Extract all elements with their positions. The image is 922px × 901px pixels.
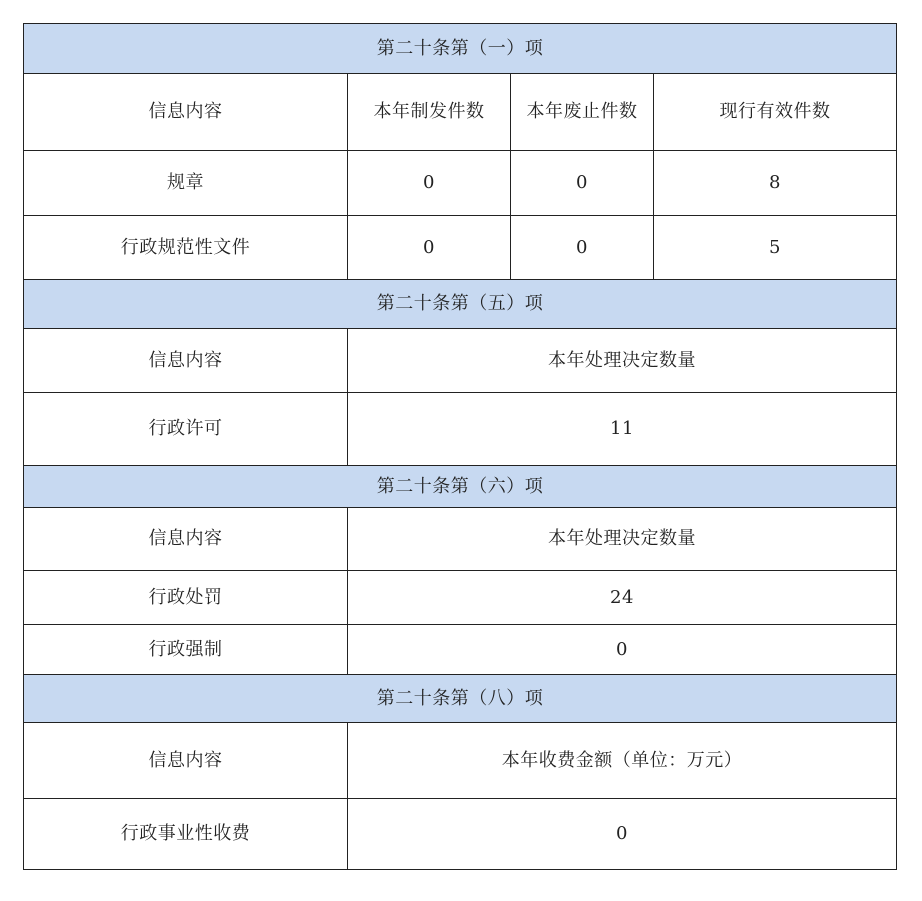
section-header-row xyxy=(24,280,897,329)
cell-repealed: 0 xyxy=(511,151,654,216)
row-label: 行政许可 xyxy=(24,393,348,466)
table-row xyxy=(24,571,897,625)
cell-issued: 0 xyxy=(348,151,511,216)
column-header-decision-count: 本年处理决定数量 xyxy=(348,329,897,393)
cell-in-force: 8 xyxy=(654,151,897,216)
cell-repealed: 0 xyxy=(511,216,654,280)
row-label: 行政处罚 xyxy=(24,571,348,625)
table-row xyxy=(24,625,897,675)
cell-value: 24 xyxy=(348,571,897,625)
column-header-issued-count: 本年制发件数 xyxy=(348,74,511,151)
column-header-info-content: 信息内容 xyxy=(24,508,348,571)
column-header-row xyxy=(24,74,897,151)
row-label: 行政强制 xyxy=(24,625,348,675)
section-header-item1: 第二十条第（一）项 xyxy=(24,24,897,74)
section-header-item6: 第二十条第（六）项 xyxy=(24,466,897,508)
section-header-row xyxy=(24,675,897,723)
section-header-row xyxy=(24,24,897,74)
column-header-decision-count: 本年处理决定数量 xyxy=(348,508,897,571)
column-header-in-force-count: 现行有效件数 xyxy=(654,74,897,151)
cell-issued: 0 xyxy=(348,216,511,280)
cell-value: 0 xyxy=(348,625,897,675)
cell-in-force: 5 xyxy=(654,216,897,280)
cell-value: 0 xyxy=(348,799,897,870)
column-header-info-content: 信息内容 xyxy=(24,723,348,799)
column-header-row xyxy=(24,723,897,799)
row-label: 规章 xyxy=(24,151,348,216)
table-row xyxy=(24,393,897,466)
column-header-info-content: 信息内容 xyxy=(24,329,348,393)
section-header-row xyxy=(24,466,897,508)
table-row xyxy=(24,216,897,280)
column-header-row xyxy=(24,508,897,571)
column-header-info-content: 信息内容 xyxy=(24,74,348,151)
cell-value: 11 xyxy=(348,393,897,466)
column-header-fee-amount: 本年收费金额（单位：万元） xyxy=(348,723,897,799)
column-header-repealed-count: 本年废止件数 xyxy=(511,74,654,151)
table-row xyxy=(24,151,897,216)
table-row xyxy=(24,799,897,870)
row-label: 行政事业性收费 xyxy=(24,799,348,870)
row-label: 行政规范性文件 xyxy=(24,216,348,280)
section-header-item5: 第二十条第（五）项 xyxy=(24,280,897,329)
government-info-disclosure-table xyxy=(23,23,897,870)
section-header-item8: 第二十条第（八）项 xyxy=(24,675,897,723)
column-header-row xyxy=(24,329,897,393)
